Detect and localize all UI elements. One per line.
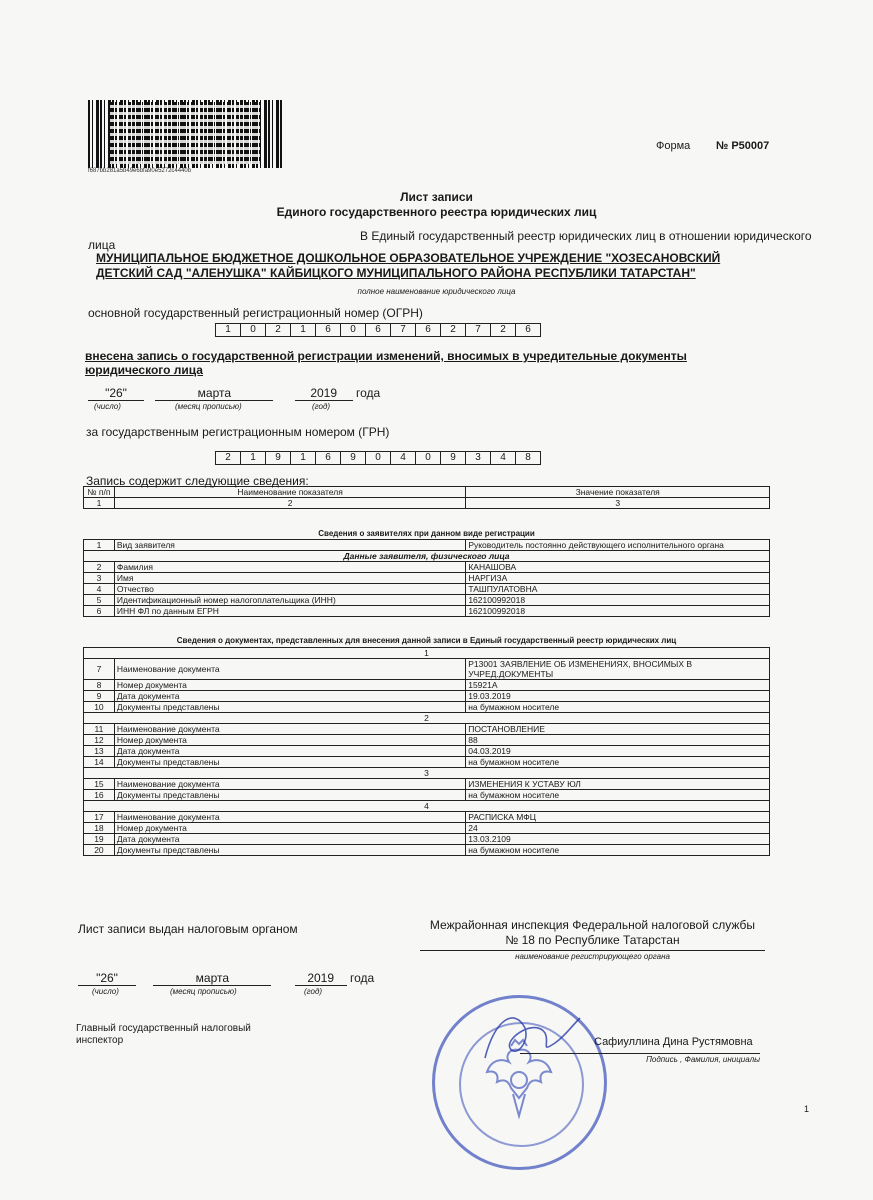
row-name: Вид заявителя (114, 540, 465, 551)
row-value: 13.03.2109 (466, 834, 770, 845)
row-name: Наименование документа (114, 724, 465, 735)
row-number: 13 (84, 746, 115, 757)
row-value: ТАШПУЛАТОВНА (466, 584, 770, 595)
row-name: Имя (114, 573, 465, 584)
entry-date-suffix: года (356, 386, 381, 400)
row-name: Документы представлены (114, 790, 465, 801)
header-value2: 3 (466, 498, 770, 509)
table-row (84, 584, 770, 595)
grn-digit: 0 (415, 451, 440, 465)
row-number: 8 (84, 680, 115, 691)
row-value: на бумажном носителе (466, 845, 770, 856)
row-name: Номер документа (114, 823, 465, 834)
row-name: Наименование документа (114, 659, 465, 680)
ogrn-digit: 7 (465, 323, 490, 337)
grn-digits (215, 451, 541, 465)
grn-digit: 4 (390, 451, 415, 465)
row-number: 5 (84, 595, 115, 606)
page-number: 1 (804, 1104, 810, 1114)
ogrn-digit: 2 (265, 323, 290, 337)
row-name: Номер документа (114, 680, 465, 691)
table-row (84, 757, 770, 768)
row-name: Идентификационный номер налогоплательщика (ИНН) (114, 595, 465, 606)
header-n2: 1 (84, 498, 115, 509)
row-number: 4 (84, 584, 115, 595)
documents-title: Сведения о документах, представленных для внесения данной записи в Единый государственный реестр юридических лиц (176, 636, 677, 645)
document-group-label-cell: 4 (84, 801, 770, 812)
row-name: Дата документа (114, 834, 465, 845)
authority-line1: Межрайонная инспекция Федеральной налоговой службы (429, 918, 756, 932)
row-value: ИЗМЕНЕНИЯ К УСТАВУ ЮЛ (466, 779, 770, 790)
form-number: № Р50007 (716, 140, 770, 152)
table-row (84, 702, 770, 713)
row-name: Дата документа (114, 746, 465, 757)
document-group-label-cell: 1 (84, 648, 770, 659)
entry-date-month-caption: (месяц прописью) (175, 402, 242, 411)
entry-date-year: 2019 (295, 386, 353, 401)
row-number: 12 (84, 735, 115, 746)
row-value: 24 (466, 823, 770, 834)
ogrn-digit: 0 (340, 323, 365, 337)
row-number: 1 (84, 540, 115, 551)
applicants-subtitle-cell: Данные заявителя, физического лица (84, 551, 770, 562)
table-row (84, 746, 770, 757)
table-row (84, 845, 770, 856)
row-name: ИНН ФЛ по данным ЕГРН (114, 606, 465, 617)
table-row (84, 562, 770, 573)
row-name: Документы представлены (114, 702, 465, 713)
signature-caption: Подпись , Фамилия, инициалы (520, 1053, 760, 1064)
official-stamp (432, 995, 607, 1170)
grn-digit: 9 (440, 451, 465, 465)
row-value: НАРГИЗА (466, 573, 770, 584)
barcode-code: f687bb281a5b49e6bfa90e5272c4440b (88, 168, 192, 174)
row-value: на бумажном носителе (466, 702, 770, 713)
row-value: ПОСТАНОВЛЕНИЕ (466, 724, 770, 735)
row-value: 19.03.2019 (466, 691, 770, 702)
grn-digit: 9 (340, 451, 365, 465)
table-row (84, 724, 770, 735)
entry-text-line2: юридического лица (85, 363, 203, 377)
row-number: 16 (84, 790, 115, 801)
grn-digit: 2 (215, 451, 240, 465)
row-number: 3 (84, 573, 115, 584)
document-subtitle: Единого государственного реестра юридических лиц (276, 205, 597, 219)
row-name: Отчество (114, 584, 465, 595)
form-label: Форма (656, 140, 691, 152)
issued-label: Лист записи выдан налоговым органом (78, 922, 298, 936)
contains-label: Запись содержит следующие сведения: (86, 474, 309, 488)
row-value: 162100992018 (466, 595, 770, 606)
row-value: Руководитель постоянно действующего исполнительного органа (466, 540, 770, 551)
entry-date-year-caption: (год) (312, 402, 331, 411)
document-group-label (84, 801, 770, 812)
applicants-table (83, 539, 770, 617)
table-row (84, 606, 770, 617)
ogrn-digit: 6 (365, 323, 390, 337)
row-number: 11 (84, 724, 115, 735)
issue-date-year: 2019 (295, 971, 347, 986)
inspector-title (76, 1023, 251, 1047)
entry-date-day: "26" (88, 386, 144, 401)
grn-digit: 6 (315, 451, 340, 465)
row-name: Документы представлены (114, 845, 465, 856)
row-number: 6 (84, 606, 115, 617)
documents-table (83, 647, 770, 856)
header-name2: 2 (114, 498, 465, 509)
table-row (84, 779, 770, 790)
row-number: 17 (84, 812, 115, 823)
applicants-title: Сведения о заявителях при данном виде регистрации (318, 529, 535, 538)
table-row (84, 595, 770, 606)
header-table (83, 486, 770, 509)
row-number: 19 (84, 834, 115, 845)
intro-text: В Единый государственный реестр юридических лиц в отношении юридического (360, 229, 812, 243)
grn-digit: 4 (490, 451, 515, 465)
document-group-label (84, 713, 770, 724)
row-number: 18 (84, 823, 115, 834)
organization-name-line2: ДЕТСКИЙ САД "АЛЕНУШКА" КАЙБИЦКОГО МУНИЦИПАЛЬНОГО РАЙОНА РЕСПУБЛИКИ ТАТАРСТАН" (96, 266, 696, 280)
ogrn-digit: 1 (215, 323, 240, 337)
grn-digit: 3 (465, 451, 490, 465)
ogrn-digit: 6 (515, 323, 541, 337)
entry-date-day-caption: (число) (94, 402, 121, 411)
row-number: 20 (84, 845, 115, 856)
inspector-name: Сафиуллина Дина Рустямовна (594, 1036, 753, 1048)
row-number: 9 (84, 691, 115, 702)
table-row (84, 680, 770, 691)
row-value: 88 (466, 735, 770, 746)
table-row (84, 540, 770, 551)
document-group-label (84, 768, 770, 779)
row-value: 162100992018 (466, 606, 770, 617)
applicants-subtitle (84, 551, 770, 562)
row-number: 7 (84, 659, 115, 680)
signature-icon (475, 998, 585, 1078)
row-number: 15 (84, 779, 115, 790)
table-row (84, 790, 770, 801)
inspector-title-line2: инспектор (76, 1035, 124, 1046)
table-row (84, 735, 770, 746)
ogrn-label: основной государственный регистрационный номер (ОГРН) (88, 306, 423, 320)
row-name: Номер документа (114, 735, 465, 746)
issue-date-month: марта (153, 971, 271, 986)
ogrn-digit: 0 (240, 323, 265, 337)
ogrn-digit: 2 (440, 323, 465, 337)
ogrn-digit: 7 (390, 323, 415, 337)
row-name: Наименование документа (114, 779, 465, 790)
table-row (84, 823, 770, 834)
grn-label: за государственным регистрационным номером (ГРН) (86, 425, 390, 439)
row-name: Документы представлены (114, 757, 465, 768)
document-group-label-cell: 2 (84, 713, 770, 724)
table-row (84, 573, 770, 584)
row-value: на бумажном носителе (466, 757, 770, 768)
entry-text-line1: внесена запись о государственной регистрации изменений, вносимых в учредительные документы (85, 349, 687, 363)
row-name: Наименование документа (114, 812, 465, 823)
row-value: на бумажном носителе (466, 790, 770, 801)
issue-date-day-caption: (число) (92, 987, 119, 996)
row-value: Р13001 ЗАЯВЛЕНИЕ ОБ ИЗМЕНЕНИЯХ, ВНОСИМЫХ В УЧРЕД.ДОКУМЕНТЫ (466, 659, 770, 680)
header-value: Значение показателя (466, 487, 770, 498)
issue-date-year-caption: (год) (304, 987, 323, 996)
ogrn-digit: 6 (415, 323, 440, 337)
entry-date-month: марта (155, 386, 273, 401)
intro-text-2: лица (88, 238, 116, 252)
grn-digit: 1 (290, 451, 315, 465)
authority-caption: наименование регистрирующего органа (420, 950, 765, 961)
row-value: КАНАШОВА (466, 562, 770, 573)
organization-name (96, 251, 776, 281)
entry-text (85, 349, 745, 377)
document-group-label (84, 648, 770, 659)
issue-date-month-caption: (месяц прописью) (170, 987, 237, 996)
row-value: РАСПИСКА МФЦ (466, 812, 770, 823)
row-name: Фамилия (114, 562, 465, 573)
ogrn-digit: 2 (490, 323, 515, 337)
grn-digit: 1 (240, 451, 265, 465)
ogrn-digits (215, 323, 541, 337)
row-number: 14 (84, 757, 115, 768)
issue-date-suffix: года (350, 971, 375, 985)
organization-caption: полное наименование юридического лица (357, 287, 516, 296)
document-title: Лист записи (400, 190, 473, 204)
table-row (84, 834, 770, 845)
table-row (84, 659, 770, 680)
authority-name (420, 918, 765, 948)
table-row (84, 691, 770, 702)
row-number: 10 (84, 702, 115, 713)
issue-date-day: "26" (78, 971, 136, 986)
barcode (88, 100, 283, 168)
organization-name-line1: МУНИЦИПАЛЬНОЕ БЮДЖЕТНОЕ ДОШКОЛЬНОЕ ОБРАЗОВАТЕЛЬНОЕ УЧРЕЖДЕНИЕ "ХОЗЕСАНОВСКИЙ (96, 251, 721, 265)
issue-date (78, 971, 374, 986)
inspector-title-line1: Главный государственный налоговый (76, 1023, 251, 1034)
row-value: 04.03.2019 (466, 746, 770, 757)
header-n: № п/п (84, 487, 115, 498)
entry-date (88, 386, 380, 401)
document-group-label-cell: 3 (84, 768, 770, 779)
ogrn-digit: 6 (315, 323, 340, 337)
table-row (84, 812, 770, 823)
authority-line2: № 18 по Республике Татарстан (505, 933, 680, 947)
grn-digit: 0 (365, 451, 390, 465)
grn-digit: 9 (265, 451, 290, 465)
grn-digit: 8 (515, 451, 541, 465)
header-name: Наименование показателя (114, 487, 465, 498)
ogrn-digit: 1 (290, 323, 315, 337)
row-number: 2 (84, 562, 115, 573)
row-name: Дата документа (114, 691, 465, 702)
row-value: 15921А (466, 680, 770, 691)
